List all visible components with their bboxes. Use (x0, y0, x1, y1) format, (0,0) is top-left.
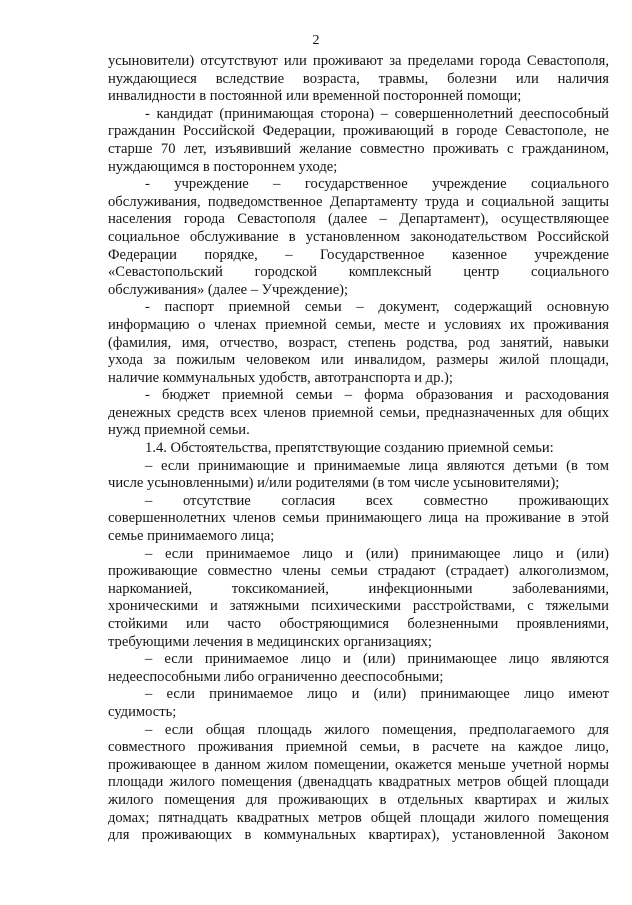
paragraph (108, 106, 609, 176)
paragraph (108, 686, 609, 721)
paragraph (108, 493, 609, 546)
page-number: 2 (312, 33, 320, 48)
text-line: – если принимаемое лицо и (или) принимающее лицо и (или) (145, 545, 609, 562)
text-line: - бюджет приемной семьи – форма образования и расходования (145, 387, 609, 404)
paragraph (108, 440, 609, 458)
text-line: - паспорт приемной семьи – документ, содержащий основную (145, 299, 609, 316)
text-line: населения города Севастополя (далее – Департамент), осуществляющее (108, 211, 609, 228)
text-line: наличие коммунальных удобств, автотранспорта и др.); (108, 369, 453, 386)
text-line: нуждающимся в постороннем уходе; (108, 158, 338, 175)
text-line: информацию о членах приемной семьи, месте и условиях их проживания (108, 316, 609, 333)
text-line: требующими лечения в медицинских организациях; (108, 633, 432, 650)
text-line: - кандидат (принимающая сторона) – совершеннолетний дееспособный (145, 105, 609, 122)
text-line: недееспособными либо ограниченно дееспособными; (108, 668, 444, 685)
text-line: для проживающих в коммунальных квартирах), установленной Законом (108, 827, 609, 844)
text-line: стойкими или часто обостряющимися болезненными проявлениями, (108, 616, 609, 632)
paragraph (108, 387, 609, 440)
text-line: 1.4. Обстоятельства, препятствующие созданию приемной семьи: (145, 440, 554, 457)
text-line: «Севастопольский городской комплексный центр социального (108, 264, 609, 281)
text-line: нужд приемной семьи. (108, 422, 250, 439)
document-body (108, 53, 609, 845)
text-line: наркоманией, токсикоманией, инфекционными заболеваниями, (108, 580, 609, 597)
text-line: ухода за пожилым человеком или инвалидом, размеры жилой площади, (108, 352, 609, 369)
text-line: числе усыновленными) и/или родителями (в том числе усыновителями); (108, 475, 560, 492)
text-line: гражданин Российской Федерации, проживающий в городе Севастополе, не (108, 123, 609, 140)
text-line: проживающее в данном жилом помещении, окажется меньше учетной нормы (108, 756, 609, 773)
paragraph (108, 176, 609, 299)
text-line: обслуживания, подведомственное Департаменту труда и социальной защиты (108, 193, 609, 210)
text-line: старше 70 лет, изъявивший желание совместно проживать с гражданином, (108, 140, 609, 157)
text-line: – отсутствие согласия всех совместно проживающих (145, 492, 609, 509)
text-line: усыновители) отсутствуют или проживают за пределами города Севастополя, (108, 53, 609, 69)
text-line: совместного проживания приемной семьи, в расчете на каждое лицо, (108, 739, 609, 756)
text-line: обслуживания» (далее – Учреждение); (108, 281, 349, 298)
text-line: – если общая площадь жилого помещения, предполагаемого для (145, 721, 609, 738)
paragraph (108, 651, 609, 686)
text-line: денежных средств всех членов приемной семьи, предназначенных для общих (108, 404, 609, 421)
text-line: совершеннолетних членов семьи принимающего лица на проживание в этой (108, 510, 609, 527)
text-line: – если принимаемое лицо и (или) принимающее лицо имеют (145, 686, 609, 703)
paragraph (108, 722, 609, 845)
paragraph (108, 458, 609, 493)
text-line: – если принимаемое лицо и (или) принимающее лицо являются (145, 651, 609, 668)
text-line: семье принимаемого лица; (108, 528, 275, 545)
text-line: проживающие совместно члены семьи страдают (страдает) алкоголизмом, (108, 563, 609, 580)
text-line: жилого помещения для проживающих в отдельных квартирах и жилых (108, 791, 609, 808)
text-line: домах; пятнадцать квадратных метров общей площади жилого помещения (108, 809, 609, 826)
text-line: судимость; (108, 703, 177, 720)
text-line: инвалидности в постоянной или временной посторонней помощи; (108, 88, 522, 105)
text-line: – если принимающие и принимаемые лица являются детьми (в том (145, 457, 609, 474)
text-line: хроническими и затяжными психическими расстройствами, с тяжелыми (108, 598, 609, 615)
paragraph (108, 546, 609, 652)
text-line: Федерации порядке, – Государственное казенное учреждение (108, 246, 609, 263)
text-line: площади жилого помещения (двенадцать квадратных метров общей площади (108, 774, 609, 791)
text-line: социальное обслуживание в установленном законодательством Российской (108, 228, 609, 245)
paragraph (108, 53, 609, 106)
text-line: нуждающиеся вследствие возраста, травмы, болезни или наличия (108, 70, 609, 87)
text-line: (фамилия, имя, отчество, возраст, степень родства, род занятий, навыки (108, 334, 609, 351)
paragraph (108, 299, 609, 387)
text-line: - учреждение – государственное учреждение социального (145, 176, 609, 193)
